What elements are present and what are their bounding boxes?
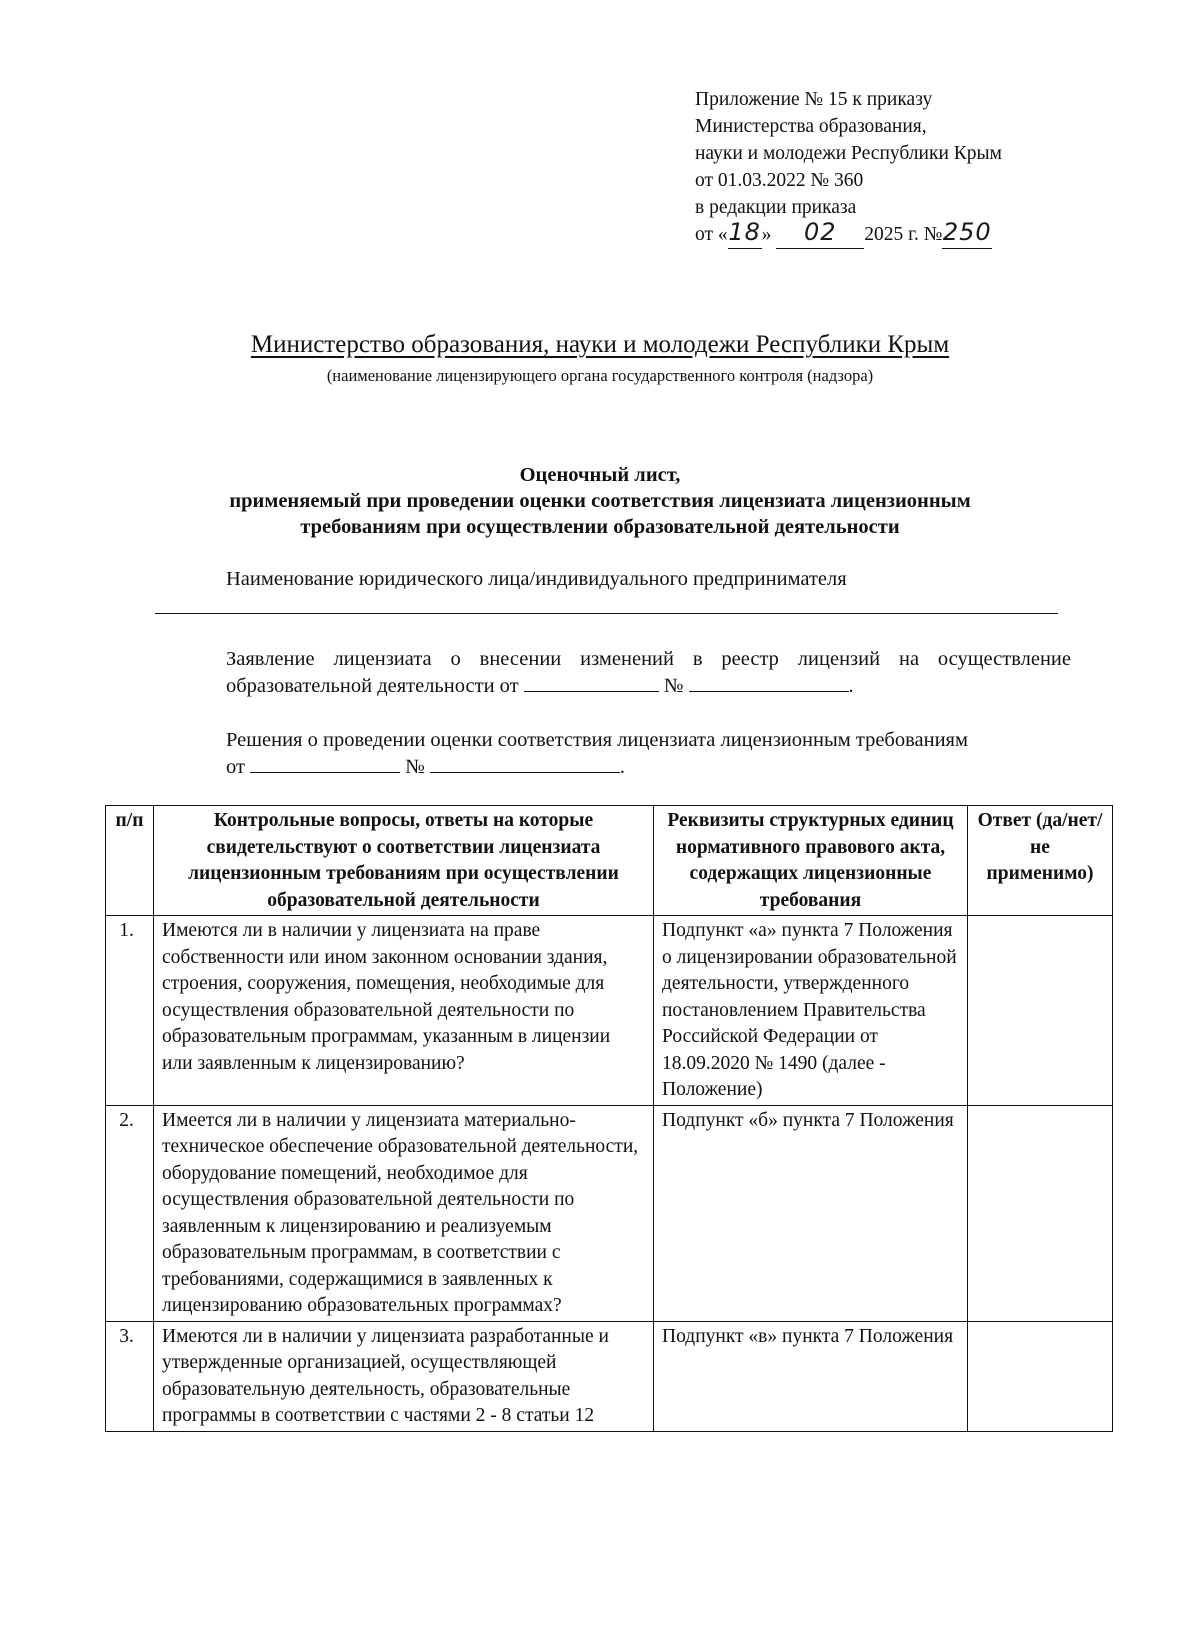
order-number-handwritten: 250 — [942, 218, 992, 246]
date-mid: » — [761, 224, 772, 245]
date-day-field — [728, 218, 762, 249]
row-answer-cell[interactable] — [968, 916, 1113, 1106]
row-answer-cell[interactable] — [968, 1105, 1113, 1321]
row-question: Имеется ли в наличии у лицензиата материально-техническое обеспечение образовательной деятельности, оборудование помещений, необходимое для осуществления образовательной деятельности по заявленным к лицензированию и реализуемым образовательным программам, в соответствии с требованиями, содержащимися в заявленных к лицензированию образовательных программах? — [154, 1105, 654, 1321]
header-requisites: Реквизиты структурных единиц нормативного правового акта, содержащих лицензионные требования — [654, 806, 968, 916]
header-num: п/п — [106, 806, 154, 916]
row-requisites: Подпункт «б» пункта 7 Положения — [654, 1105, 968, 1321]
title-line: Оценочный лист, — [519, 464, 681, 486]
appendix-line: Министерства образования, — [695, 116, 927, 137]
date-month-handwritten: 02 — [803, 218, 837, 246]
ministry-caption: (наименование лицензирующего органа государственного контроля (надзора) — [326, 366, 874, 385]
row-question: Имеются ли в наличии у лицензиата разработанные и утвержденные организацией, осуществляющей образовательную деятельность, образовательные программы в соответствии с частями 2 - 8 статьи 12 — [154, 1321, 654, 1431]
entity-name-rule — [155, 613, 1058, 614]
appendix-line: в редакции приказа — [695, 197, 857, 218]
decision-end: . — [619, 756, 626, 778]
statement-date-blank — [524, 673, 659, 692]
title-line: применяемый при проведении оценки соответствия лицензиата лицензионным — [229, 490, 971, 512]
statement-number-sign: № — [663, 675, 684, 697]
row-num: 2. — [106, 1105, 154, 1321]
decision-number-sign: № — [405, 756, 425, 778]
entity-name-label: Наименование юридического лица/индивидуального предпринимателя — [226, 568, 847, 590]
table-row — [106, 1105, 1113, 1321]
statement-line-2 — [226, 673, 1071, 700]
decision-date-blank — [250, 754, 400, 773]
table-row — [106, 1321, 1113, 1431]
ministry-name: Министерство образования, науки и молодежи Республики Крым — [250, 331, 950, 358]
table-header-row — [106, 806, 1113, 916]
appendix-line: Приложение № 15 к приказу — [695, 89, 933, 110]
header-answer: Ответ (да/нет/ не применимо) — [968, 806, 1113, 916]
row-num: 1. — [106, 916, 154, 1106]
date-prefix: от « — [695, 224, 728, 245]
header-question: Контрольные вопросы, ответы на которые свидетельствуют о соответствии лицензиата лицензионным требованиям при осуществлении образовательной деятельности — [154, 806, 654, 916]
row-requisites: Подпункт «в» пункта 7 Положения — [654, 1321, 968, 1431]
order-number-field — [942, 218, 992, 249]
row-answer-cell[interactable] — [968, 1321, 1113, 1431]
appendix-line: от 01.03.2022 № 360 — [695, 170, 864, 191]
date-year: 2025 г. № — [864, 224, 943, 245]
appendix-date-line — [695, 218, 1002, 249]
assessment-table — [105, 805, 1113, 1432]
ministry-header — [0, 330, 1200, 360]
document-title — [100, 462, 1100, 540]
date-month-field — [776, 218, 864, 249]
date-day-handwritten: 18 — [728, 218, 761, 246]
statement-line: Заявление лицензиата о внесении изменений в реестр лицензий на осуществление — [226, 648, 1071, 670]
statement-end: . — [848, 675, 854, 697]
statement-number-blank — [689, 673, 849, 692]
decision-prefix: от — [226, 756, 245, 778]
row-num: 3. — [106, 1321, 154, 1431]
statement-prefix: образовательной деятельности от — [226, 675, 519, 697]
row-requisites: Подпункт «а» пункта 7 Положения о лицензировании образовательной деятельности, утвержденного постановлением Правительства Российской Федерации от 18.09.2020 № 1490 (далее - Положение) — [654, 916, 968, 1106]
title-line: требованиям при осуществлении образовательной деятельности — [300, 516, 900, 538]
decision-number-blank — [430, 754, 620, 773]
appendix-line: науки и молодежи Республики Крым — [695, 143, 1002, 164]
statement-paragraph — [226, 646, 1071, 700]
decision-line: Решения о проведении оценки соответствия лицензиата лицензионным требованиям — [226, 729, 968, 751]
row-question: Имеются ли в наличии у лицензиата на праве собственности или ином законном основании здания, строения, сооружения, помещения, необходимые для осуществления образовательной деятельности по образовательным программам, указанным в лицензии или заявленным к лицензированию? — [154, 916, 654, 1106]
decision-paragraph — [226, 727, 1071, 781]
appendix-block — [695, 86, 1002, 249]
table-row — [106, 916, 1113, 1106]
decision-line-2 — [226, 754, 1071, 781]
